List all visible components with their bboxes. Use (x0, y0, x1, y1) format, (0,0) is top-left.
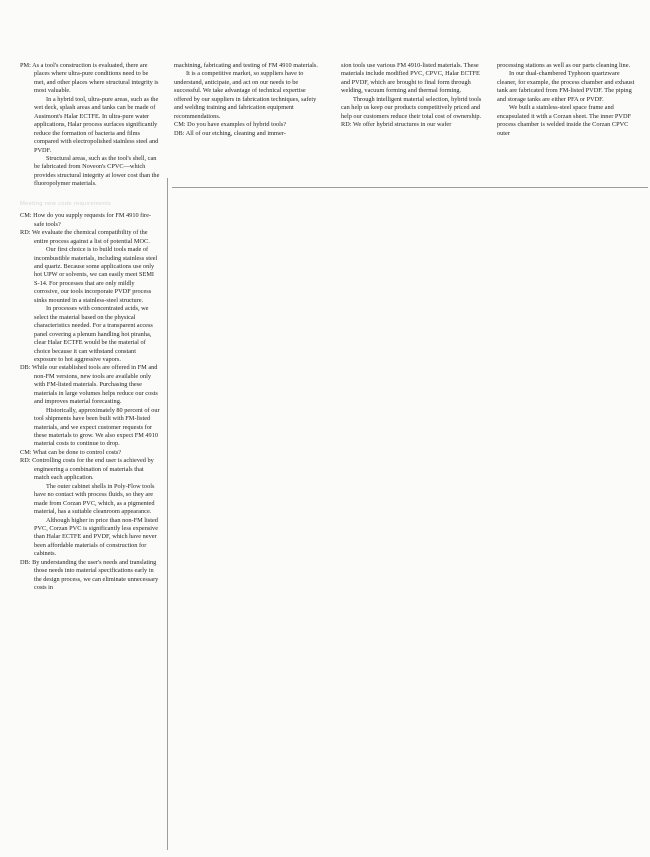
paragraph: Historically, approximately 80 percent of our tool shipments have been built with FM-listed materials, and we expect customer requests for these materials to grow. We also expect FM 4910 material costs to continue to drop. (34, 406, 160, 448)
column-3 (341, 62, 483, 130)
paragraph: Through intelligent material selection, hybrid tools can help us keep our products competitively priced and help our customers reduce their total cost of ownership. (341, 95, 482, 120)
answer-text: We evaluate the chemical compatibility of the entire process against a list of potential MOC. (31, 229, 150, 245)
speaker-label: CM: (20, 212, 32, 220)
column-2 (174, 62, 322, 138)
paragraph: machining, fabricating and testing of FM 4910 materials. (174, 62, 318, 69)
question-text: What can be done to control costs? (33, 448, 122, 456)
column-divider-vertical (167, 178, 168, 850)
paragraph: processing stations as well as our parts cleaning line. (497, 62, 631, 69)
qa-rd-2 (20, 457, 160, 482)
speaker-label: CM: (20, 448, 32, 456)
speaker-label: DB: (20, 364, 31, 372)
qa-db-2 (20, 559, 160, 593)
speaker-label: RD: (20, 229, 31, 237)
speaker-label: RD: (341, 121, 352, 129)
paragraph: Structural areas, such as the tool's shell, can be fabricated from Noveon's CPVC—which provides structural integrity at lower cost than the fluoropolymer materials. (34, 154, 160, 188)
speaker-label: PM: (20, 62, 31, 69)
answer-text: All of our etching, cleaning and immer- (185, 129, 286, 137)
speaker-label: CM: (174, 121, 186, 129)
answer-text: By understanding the user's needs and translating those needs into material specifications early in the design process, we can eliminate unnecessary costs in (32, 558, 159, 592)
speaker-label: DB: (174, 129, 185, 137)
paragraph: It is a competitive market, so suppliers have to understand, anticipate, and act on our needs to be successful. We take advantage of technical expertise offered by our suppliers in fabrication techniques, safety and welding training and fabrication equipment recommendations. (174, 70, 317, 120)
qa-cm-1 (20, 212, 160, 229)
answer-text: As a tool's construction is evaluated, there are places where ultra-pure conditions need to be met, and other places where structural integrity is most valuable. (32, 62, 159, 95)
paragraph: We built a stainless-steel space frame and encapsulated it with a Corzan sheet. The inner PVDF process chamber is welded inside the Corzan CPVC outer (497, 104, 632, 137)
speaker-label: RD: (20, 457, 31, 465)
answer-text: While our established tools are offered in FM and non-FM versions, new tools are available only with FM-listed materials. Purchasing these materials in large volumes helps reduce our costs and improves material forecasting. (31, 364, 158, 406)
paragraph: Our first choice is to build tools made of incombustible materials, including stainless steel and quartz. Because some applications use only hot UPW or solvents, we can easily meet SEMI S-14. For processes that are only mildly corrosive, our tools incorporate PVDF process sinks mounted in a stainless-steel structure. (34, 246, 158, 304)
paragraph: sion tools use various FM 4910-listed materials. These materials include modified PVC, CPVC, Halar ECTFE and PVDF, which are brought to final form through welding, vacuum forming and thermal forming. (341, 62, 480, 95)
qa-rd-1 (20, 229, 160, 246)
question-text: Do you have examples of hybrid tools? (187, 121, 287, 129)
column-divider-horizontal (172, 187, 648, 188)
paragraph: In a hybrid tool, ultra-pure areas, such as the wet deck, splash areas and tanks can be made of Ausimont's Halar ECTFE. In ultra-pure water applications, Halar process surfaces significantly reduce the formation of bacteria and films compared with electropolished stainless steel and PVDF. (34, 95, 159, 154)
question-text: How do you supply requests for FM 4910 fire-safe tools? (33, 212, 152, 228)
paragraph: Although higher in price than non-FM listed PVC, Corzan PVC is significantly less expensive than Halar ECTFE and PVDF, which have never been affordable materials of construction for cabinets. (34, 516, 159, 558)
section-subheading: Meeting new code requirements (20, 200, 112, 207)
column-4 (497, 62, 640, 138)
answer-text: We offer hybrid structures in our wafer (352, 121, 452, 129)
qa-pm-1 (20, 62, 160, 96)
paragraph: The outer cabinet shells in Poly-Flow tools have no contact with process fluids, so they are made from Corzan PVC, which, as a pigmented material, has a suitable cleanroom appearance. (34, 482, 155, 516)
answer-text: Controlling costs for the end user is achieved by engineering a combination of materials that match each application. (32, 457, 154, 482)
qa-cm-2 (20, 449, 160, 457)
qa-cm (174, 121, 322, 129)
paragraph: In processes with concentrated acids, we select the material based on the physical characteristics needed. For a transparent access panel covering a plenum handling hot piranha, clear Halar ECTFE would be the material of choice because it can withstand constant exposure to hot aggressive vapors. (34, 305, 153, 363)
qa-db (174, 130, 322, 138)
qa-rd (341, 121, 483, 129)
paragraph: In our dual-chambered Typhoon quartzware cleaner, for example, the process chamber and exhaust tank are fabricated from FM-listed PVDF. The piping and storage tanks are either PFA or PVDF. (497, 70, 635, 103)
column-1 (20, 62, 160, 593)
speaker-label: DB: (20, 558, 31, 566)
qa-db-1 (20, 364, 160, 406)
